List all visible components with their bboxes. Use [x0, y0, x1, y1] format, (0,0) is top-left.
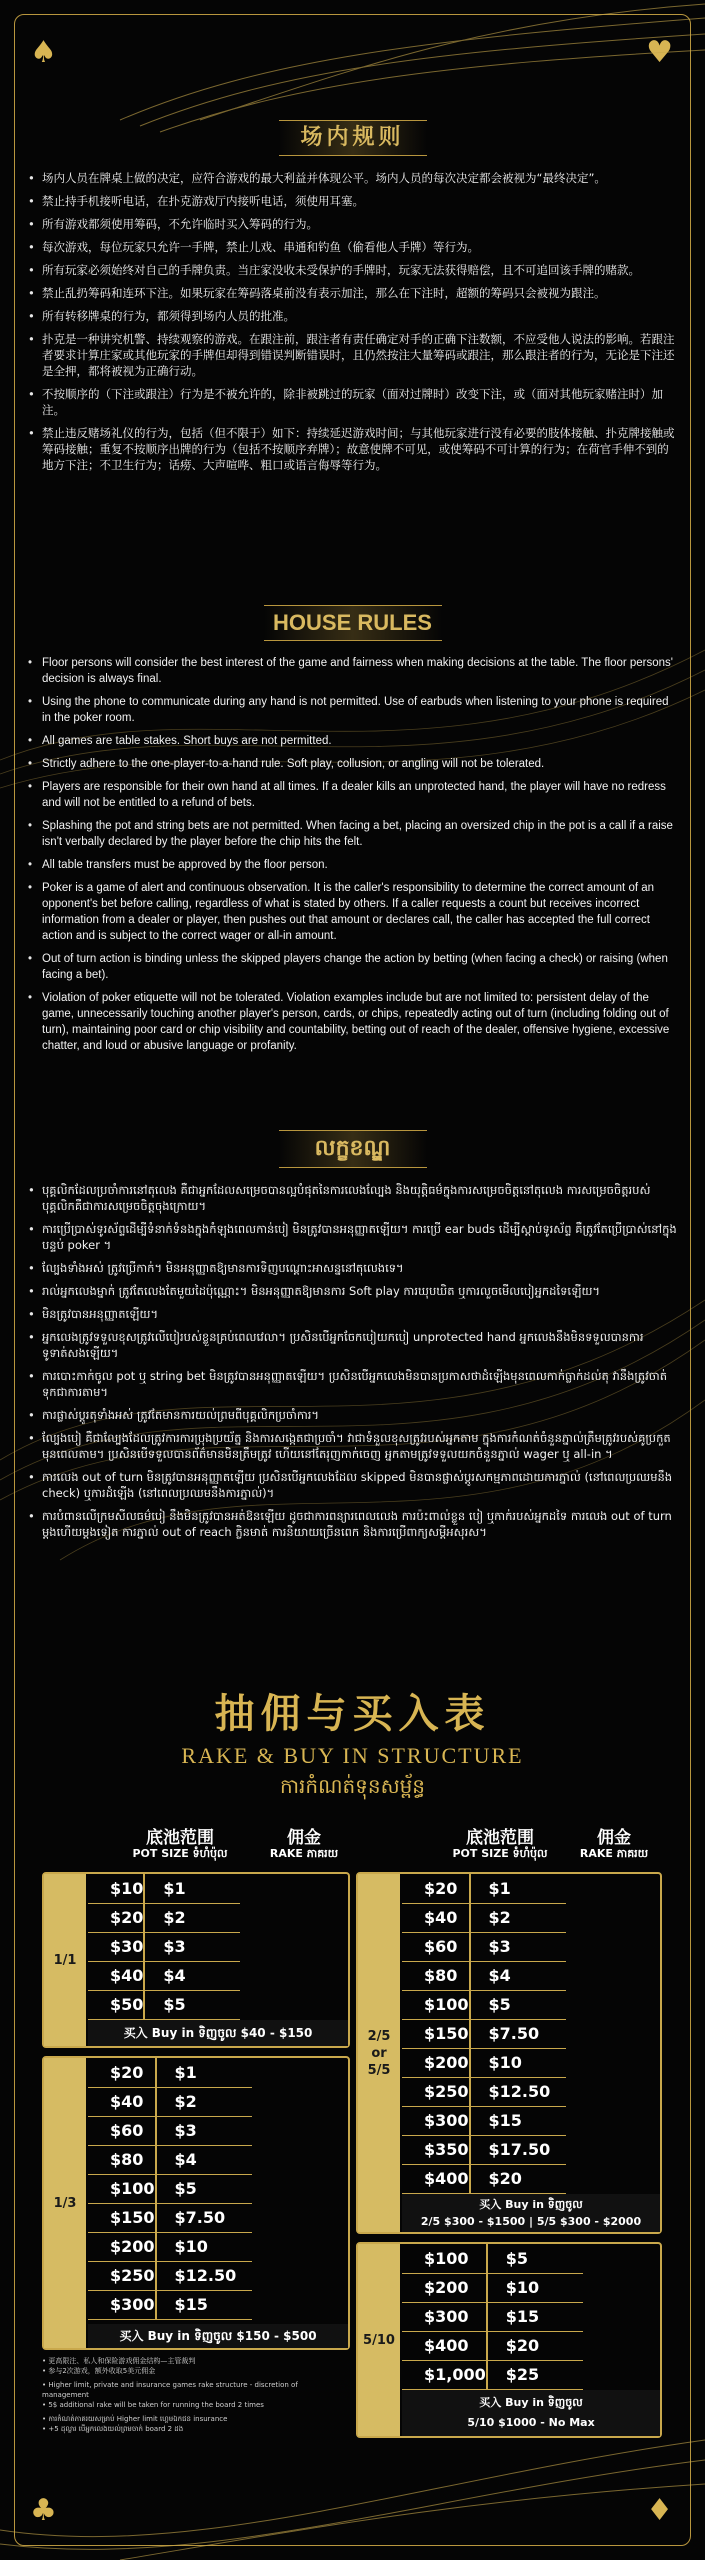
pot-cell: $60: [402, 1932, 470, 1961]
table-row: [402, 1932, 566, 1961]
heart-icon: ♥: [646, 35, 673, 70]
table-row: [88, 2232, 252, 2261]
pot-header-en: POT SIZE: [452, 1847, 509, 1860]
table-row: [88, 2174, 252, 2203]
khmer-rules-section: [28, 1130, 677, 1547]
rule-item: • ការផ្លាស់ប្តូរតុទាំងអស់ ត្រូវតែមានការយល់ព្រមពីបុគ្គលិកប្រចាំការ។: [28, 1407, 677, 1423]
rake-cell: $4: [156, 2145, 252, 2174]
buy-in-value: 5/10 $1000 - No Max: [467, 2416, 595, 2429]
pot-cell: $100: [88, 2174, 156, 2203]
pot-size-header-left: [90, 1830, 270, 1862]
pot-cell: $400: [402, 2331, 487, 2360]
buy-in-label: 买入 Buy in ទិញចូល: [479, 2396, 583, 2409]
rake-cell: $7.50: [470, 2019, 566, 2048]
rake-header-km: ភាគរយ: [616, 1847, 649, 1860]
buy-in-label: 买入 Buy in ទិញចូល: [479, 2198, 583, 2211]
rake-cell: $3: [156, 2116, 252, 2145]
pot-size-header-right: [410, 1830, 590, 1862]
pot-cell: $40: [88, 1961, 144, 1990]
rake-rows: [402, 1874, 566, 2194]
spade-icon: ♠: [30, 35, 57, 70]
rake-cell: $1: [470, 1874, 566, 1903]
pot-cell: $250: [402, 2077, 470, 2106]
rule-item: • 每次游戏，每位玩家只允许一手牌，禁止儿戏、串通和钓鱼（偷看他人手牌）等行为。: [28, 239, 677, 255]
table-row: [402, 2106, 566, 2135]
club-icon: ♣: [30, 2493, 57, 2528]
chinese-rules-list: [28, 170, 677, 473]
stake-label: 5/10: [358, 2244, 400, 2436]
pot-cell: $20: [88, 1903, 144, 1932]
rake-header-right: [566, 1830, 662, 1862]
rake-cell: $7.50: [156, 2203, 252, 2232]
pot-header-cn: 底池范围: [146, 1828, 214, 1848]
rake-cell: $10: [156, 2232, 252, 2261]
rake-rows: [88, 2058, 252, 2320]
chinese-rules-title: 场内规则: [279, 120, 427, 156]
pot-cell: $10: [88, 1874, 144, 1903]
rake-header-left: [256, 1830, 352, 1862]
table-row: [88, 2261, 252, 2290]
pot-cell: $150: [402, 2019, 470, 2048]
rule-item: • 禁止持手机接听电话，在扑克游戏厅内接听电话，须使用耳塞。: [28, 193, 677, 209]
buy-in-value: 2/5 $300 - $1500 | 5/5 $300 - $2000: [420, 2215, 642, 2228]
rake-title-km: ការកំណត់ទុនសម្ព័ន្ធ: [279, 1774, 426, 1798]
rake-title-en: RAKE & BUY IN STRUCTURE: [181, 1743, 524, 1768]
english-rules-list: [28, 655, 677, 1054]
buy-in-label: 买入 Buy in ទិញចូល: [123, 2026, 237, 2040]
table-row: [88, 2203, 252, 2232]
pot-cell: $80: [88, 2145, 156, 2174]
rule-item: • Floor persons will consider the best interest of the game and fairness when making decisions at the table. The floor persons' decision is always final.: [28, 655, 677, 687]
footnote: • 更高限注、私人和保险游戏佣金结构—主管裁判: [42, 2357, 196, 2365]
table-row: [88, 2087, 252, 2116]
rule-item: • Violation of poker etiquette will not be tolerated. Violation examples include but are not limited to: persistent delay of the game, unnecessarily touching another player's person, cards, or chips, repeatedly acting out of turn (including folding out of turn), maintaining poor card or chip visibility and countability, betting out of reach of the dealer, offensive hygiene, excessive chatter, and loud or abusive language or profanity.: [28, 990, 677, 1054]
rake-cell: $5: [156, 2174, 252, 2203]
buy-in-row: [88, 2020, 348, 2046]
pot-cell: $150: [88, 2203, 156, 2232]
table-row: [402, 2019, 566, 2048]
pot-header-km: ទំហំប៉ុល: [192, 1847, 228, 1860]
english-rules-title: HOUSE RULES: [264, 605, 442, 641]
stake-label: 1/1: [44, 1874, 86, 2046]
rule-item: • ល្បែងទាំងអស់ ត្រូវប្រើកាក់។ មិនអនុញ្ញាតឱ្យមានការទិញបណ្តោះអាសន្ននៅតុលេងទេ។: [28, 1260, 677, 1276]
rake-cell: $4: [144, 1961, 240, 1990]
pot-cell: $100: [402, 1990, 470, 2019]
table-row: [402, 2360, 583, 2389]
footnote: • +5 ដុល្លារ បើអ្នកលេងយល់ព្រមចាក់ board 2 ដង: [42, 2425, 184, 2433]
buy-in-row: [402, 2390, 660, 2436]
rule-item: • Out of turn action is binding unless the skipped players change the action by betting (when facing a check) or raising (when facing a bet).: [28, 951, 677, 983]
buy-in-row: [402, 2194, 660, 2232]
rule-item: • Splashing the pot and string bets are not permitted. When facing a bet, placing an oversized chip in the pot is a call if a raise isn't verbally declared by the player before the chip hits the felt.: [28, 818, 677, 850]
pot-header-km: ទំហំប៉ុល: [512, 1847, 548, 1860]
rake-cell: $3: [470, 1932, 566, 1961]
rake-footnotes: [42, 2356, 342, 2434]
rake-cell: $12.50: [470, 2077, 566, 2106]
rake-cell: $5: [144, 1990, 240, 2019]
stake-label: 1/3: [44, 2058, 86, 2348]
khmer-rules-list: [28, 1182, 677, 1540]
rake-cell: $20: [470, 2164, 566, 2193]
rake-cell: $15: [487, 2302, 583, 2331]
rule-item: • រាល់អ្នកលេងម្នាក់ ត្រូវតែលេងតែមួយដៃប៉ុណ្ណោះ។ មិនអនុញ្ញាតឱ្យមានការ Soft play ការឃុបឃិត ឬការលួចមើលបៀអ្នកដទៃឡើយ។: [28, 1283, 677, 1299]
rake-table-1-1: [42, 1872, 350, 2048]
rake-header-en: RAKE: [269, 1847, 303, 1860]
table-row: [402, 2135, 566, 2164]
rule-item: • Strictly adhere to the one-player-to-a-hand rule. Soft play, collusion, or angling will not be tolerated.: [28, 756, 677, 772]
pot-cell: $1,000: [402, 2360, 487, 2389]
rake-cell: $15: [156, 2290, 252, 2319]
pot-cell: $20: [88, 2058, 156, 2087]
buy-in-label: 买入 Buy in ទិញចូល: [119, 2329, 233, 2343]
rule-item: • Players are responsible for their own hand at all times. If a dealer kills an unprotected hand, the player will have no redress and will not be entitled to a refund of bets.: [28, 779, 677, 811]
footnote: • 参与2次游戏，额外收取5美元佣金: [42, 2367, 156, 2375]
pot-cell: $50: [88, 1990, 144, 2019]
rule-item: • Using the phone to communicate during any hand is not permitted. Use of earbuds when listening to your phone is required in the poker room.: [28, 694, 677, 726]
rake-cell: $17.50: [470, 2135, 566, 2164]
pot-cell: $400: [402, 2164, 470, 2193]
rake-cell: $15: [470, 2106, 566, 2135]
rule-item: • ការប្រើប្រាស់ទូរស័ព្ទដើម្បីទំនាក់ទំនងក្នុងកំឡុងពេលកាន់បៀ មិនត្រូវបានអនុញ្ញាតឡើយ។ ការប្រើ ear buds ដើម្បីស្តាប់ទូរស័ព្ទ គឺត្រូវតែប្រើប្រាស់នៅក្នុងបន្ទប់ poker ។: [28, 1221, 677, 1253]
table-row: [88, 1961, 240, 1990]
khmer-rules-title: លក្ខខណ្ឌ: [279, 1130, 427, 1168]
rake-header-en: RAKE: [579, 1847, 613, 1860]
rake-cell: $20: [487, 2331, 583, 2360]
rake-cell: $5: [470, 1990, 566, 2019]
table-row: [88, 2058, 252, 2087]
stake-label: 2/5 or 5/5: [358, 1874, 400, 2232]
rule-item: • 禁止违反赌场礼仪的行为，包括（但不限于）如下：持续延迟游戏时间；与其他玩家进行没有必要的肢体接触、扑克牌接触或筹码接触；重复不按顺序出牌的行为（包括不按顺序弃牌）；故意使牌不可见，或使筹码不可计算的行为；在荷官手伸不到的地方下注；不卫生行为；话痨、大声喧哗、粗口或语言侮辱等行为。: [28, 425, 677, 473]
pot-header-en: POT SIZE: [132, 1847, 189, 1860]
table-row: [402, 1961, 566, 1990]
table-row: [402, 2302, 583, 2331]
table-row: [88, 1932, 240, 1961]
pot-cell: $100: [402, 2244, 487, 2273]
rule-item: • 所有转移牌桌的行为，都须得到场内人员的批准。: [28, 308, 677, 324]
pot-cell: $30: [88, 1932, 144, 1961]
table-row: [88, 2145, 252, 2174]
rake-table-2-5: [356, 1872, 662, 2234]
pot-cell: $300: [402, 2302, 487, 2331]
table-row: [88, 1990, 240, 2019]
table-row: [88, 2290, 252, 2319]
rule-item: • Poker is a game of alert and continuous observation. It is the caller's responsibility to determine the correct amount of an opponent's bet before calling, regardless of what is stated by others. If a caller requests a count but receives incorrect information from a dealer or player, then pushes out that amount or declares call, the caller has accepted the full correct action and is subject to the correct wager or all-in amount.: [28, 880, 677, 944]
rake-cell: $12.50: [156, 2261, 252, 2290]
rule-item: • បុគ្គលិកដែលប្រចាំការនៅតុលេង គឺជាអ្នកដែលសម្រេចបានល្អបំផុតនៃការលេងល្បែង និងយុត្តិធម៌ក្នុងការសម្រេចចិត្តនៅតុលេង ការសម្រេចចិត្តរបស់បុគ្គលិកគឺជាការសម្រេចចិត្តចុងក្រោយ។: [28, 1182, 677, 1214]
pot-header-cn: 底池范围: [466, 1828, 534, 1848]
rule-item: • 所有游戏都须使用筹码，不允许临时买入筹码的行为。: [28, 216, 677, 232]
pot-cell: $60: [88, 2116, 156, 2145]
buy-in-value: $40 - $150: [240, 2026, 313, 2040]
table-row: [402, 1990, 566, 2019]
buy-in-row: [88, 2324, 348, 2348]
table-row: [402, 1903, 566, 1932]
pot-cell: $300: [88, 2290, 156, 2319]
table-row: [402, 2331, 583, 2360]
rake-title-cn: 抽佣与买入表: [214, 1691, 491, 1737]
rake-rows: [88, 1874, 240, 2020]
table-row: [402, 2164, 566, 2193]
rake-cell: $4: [470, 1961, 566, 1990]
pot-cell: $40: [402, 1903, 470, 1932]
table-row: [402, 2048, 566, 2077]
rule-item: • ការបំពានលើក្រមសីលធម៌បៀ នឹងមិនត្រូវបានអត់ឱនឡើយ ដូចជាការពន្យារពេលលេង ការប៉ះពាល់ខ្លួន បៀ ឬកាក់របស់អ្នកដទៃ ការលេង out of turn ម្តងហើយម្តងទៀត ការភ្នាល់ out of reach ក្លិនមាត់ ការនិយាយច្រើនពេក និងការប្រើពាក្យសម្តីអសុរស។: [28, 1508, 677, 1540]
rule-item: • អ្នកលេងត្រូវទទួលខុសត្រូវលើបៀរបស់ខ្លួនគ្រប់ពេលវេលា។ ប្រសិនបើអ្នកចែកបៀយកបៀ unprotected hand អ្នកលេងនឹងមិនទទួលបានការទូទាត់សងឡើយ។: [28, 1329, 677, 1361]
rake-cell: $2: [156, 2087, 252, 2116]
rake-cell: $5: [487, 2244, 583, 2273]
pot-cell: $20: [402, 1874, 470, 1903]
english-rules-section: [28, 605, 677, 1061]
rule-item: • ការលេង out of turn មិនត្រូវបានអនុញ្ញាតឡើយ ប្រសិនបើអ្នកលេងដែល skipped មិនបានផ្លាស់ប្តូរសកម្មភាពដោយការភ្នាល់ (នៅពេលប្រឈមនឹង check) ឬការដំឡើង (នៅពេលប្រឈមនឹងការភ្នាល់)។: [28, 1469, 677, 1501]
rake-heading: [0, 1682, 705, 1803]
rule-item: • 不按顺序的（下注或跟注）行为是不被允许的，除非被跳过的玩家（面对过牌时）改变下注，或（面对其他玩家赌注时）加注。: [28, 386, 677, 418]
chinese-rules-section: [28, 120, 677, 480]
rake-cell: $10: [487, 2273, 583, 2302]
pot-cell: $200: [402, 2273, 487, 2302]
table-row: [402, 2273, 583, 2302]
rake-header-cn: 佣金: [597, 1828, 631, 1848]
rake-table-1-3: [42, 2056, 350, 2350]
rule-item: • 扑克是一种讲究机警、持续观察的游戏。在跟注前，跟注者有责任确定对手的正确下注数额，不应受他人说法的影响。若跟注者要求计算庄家或其他玩家的手牌但却得到错误判断错误时，且仍然按注大量筹码或跟注，那么跟注者的行为，无论是下注还是全押，都将被视为正确行动。: [28, 331, 677, 379]
rule-item: • 场内人员在牌桌上做的决定，应符合游戏的最大利益并体现公平。场内人员的每次决定都会被视为“最终决定”。: [28, 170, 677, 186]
rule-item: • 所有玩家必须始终对自己的手牌负责。当庄家没收未受保护的手牌时，玩家无法获得赔偿，且不可追回该手牌的赌款。: [28, 262, 677, 278]
table-row: [402, 2244, 583, 2273]
pot-cell: $200: [402, 2048, 470, 2077]
rake-header-cn: 佣金: [287, 1828, 321, 1848]
pot-cell: $350: [402, 2135, 470, 2164]
rake-cell: $10: [470, 2048, 566, 2077]
rake-cell: $2: [470, 1903, 566, 1932]
rule-item: • All table transfers must be approved by the floor person.: [28, 857, 677, 873]
pot-cell: $40: [88, 2087, 156, 2116]
pot-cell: $300: [402, 2106, 470, 2135]
rule-item: • មិនត្រូវបានអនុញ្ញាតឡើយ។: [28, 1306, 677, 1322]
footnote: • Higher limit, private and insurance games rake structure - discretion of management: [42, 2381, 298, 2399]
table-row: [88, 2116, 252, 2145]
pot-cell: $80: [402, 1961, 470, 1990]
rule-item: • ការបោះកាក់ចូល pot ឬ string bet មិនត្រូវបានអនុញ្ញាតឡើយ។ ប្រសិនបើអ្នកលេងមិនបានប្រកាសថាដំឡើងមុនពេលកាក់ធ្លាក់ដល់តុ វានឹងត្រូវចាត់ទុកជាការតាម។: [28, 1368, 677, 1400]
rule-item: • 禁止乱扔筹码和连环下注。如果玩家在筹码落桌前没有表示加注，那么在下注时，超额的筹码只会被视为跟注。: [28, 285, 677, 301]
rake-header-km: ភាគរយ: [306, 1847, 339, 1860]
pot-cell: $200: [88, 2232, 156, 2261]
rake-cell: $25: [487, 2360, 583, 2389]
rake-cell: $1: [144, 1874, 240, 1903]
table-row: [88, 1903, 240, 1932]
rule-item: • All games are table stakes. Short buys are not permitted.: [28, 733, 677, 749]
rake-cell: $1: [156, 2058, 252, 2087]
diamond-icon: ♦: [646, 2493, 673, 2528]
rake-table-5-10: [356, 2242, 662, 2438]
table-row: [402, 2077, 566, 2106]
buy-in-value: $150 - $500: [236, 2329, 317, 2343]
footnote: • ការកំណត់ភាគរយសម្រាប់ Higher limit ហ្គេមឯកជន insurance: [42, 2415, 228, 2423]
pot-cell: $250: [88, 2261, 156, 2290]
footnote: • 5$ additional rake will be taken for running the board 2 times: [42, 2401, 264, 2409]
table-row: [402, 1874, 566, 1903]
rake-cell: $3: [144, 1932, 240, 1961]
rake-rows: [402, 2244, 583, 2390]
table-row: [88, 1874, 240, 1903]
rule-item: • ល្បែងបៀ គឺជាល្បែងដែលត្រូវការការប្រុងប្រយ័ត្ន និងការសង្កេតជាប្រចាំ។ វាជាទំនួលខុសត្រូវរបស់អ្នកតាម ក្នុងការកំណត់ចំនួនភ្នាល់ត្រឹមត្រូវរបស់គូប្រកួតមុនពេលតាម។ ប្រសិនបើទទួលបានព័ត៌មានមិនត្រឹមត្រូវ ហើយនៅតែរុញកាក់ចេញ អ្នកតាមត្រូវទទួលយកចំនួនភ្នាល់ wager ឬ all-in ។: [28, 1430, 677, 1462]
rake-cell: $2: [144, 1903, 240, 1932]
